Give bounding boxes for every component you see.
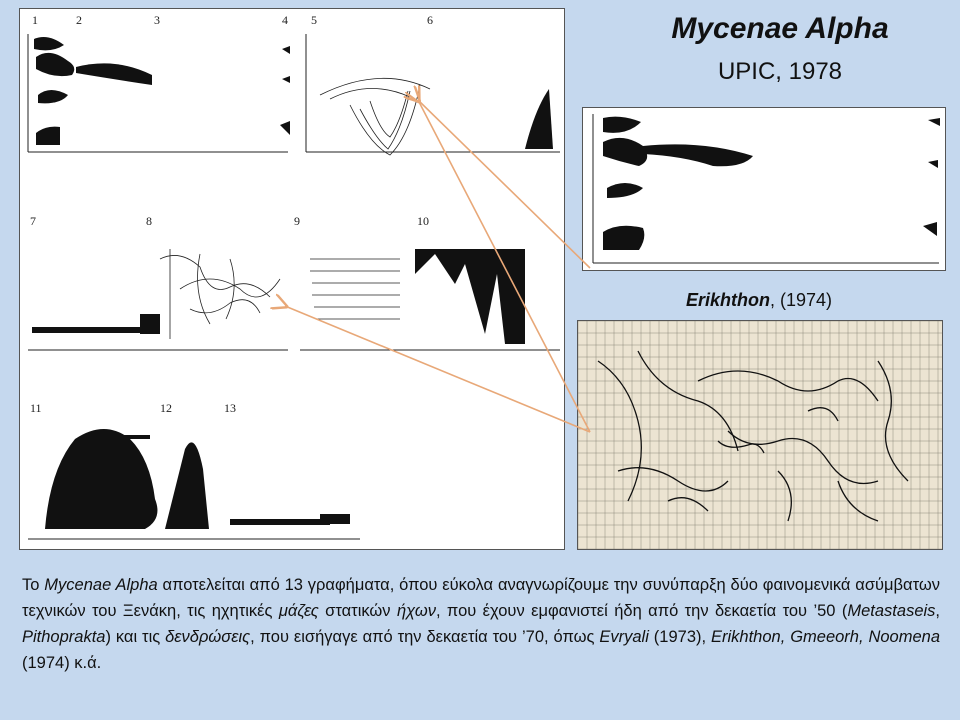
score-number: 7 xyxy=(30,214,36,228)
paragraph-run: ήχων xyxy=(396,602,436,620)
paragraph-run: ) και τις xyxy=(105,628,166,646)
score-number: 11 xyxy=(30,401,42,415)
score-detail-image xyxy=(582,107,946,271)
paragraph-run: Το xyxy=(22,576,45,594)
score-number: 12 xyxy=(160,401,172,415)
score-number: 8 xyxy=(146,214,152,228)
paragraph-run: μάζες xyxy=(278,602,319,620)
paragraph-run: δενδρώσεις xyxy=(165,628,251,646)
mycenae-alpha-score-image xyxy=(19,8,565,550)
paragraph-run: αποτελείται από 13 γραφήματα, όπου εύκολα αναγνωρίζουμε την συνύπαρξη δύο φαινομενικά ασύμβατων τεχνικών του Ξενάκη, τις ηχητικές xyxy=(22,576,941,620)
paragraph-run: , που έχουν εμφανιστεί ήδη από την δεκαετία του ’50 ( xyxy=(435,602,848,620)
slide-subtitle: UPIC, 1978 xyxy=(717,58,843,85)
erikhthon-caption xyxy=(577,290,941,311)
paragraph-run: Erikhthon, Gmeeorh, Noomena xyxy=(710,628,941,646)
erikhthon-name: Erikhthon xyxy=(685,290,770,310)
paragraph-run: , που εισήγαγε από την δεκαετία του ’70, όπως xyxy=(250,628,600,646)
erikhthon-year: , (1974) xyxy=(769,290,833,310)
paragraph-run: , xyxy=(935,602,941,620)
paragraph-run: (1973), xyxy=(648,628,711,646)
score-number: 2 xyxy=(76,13,82,27)
score-number: 10 xyxy=(417,214,429,228)
paragraph-run: Evryali xyxy=(599,628,649,646)
paragraph-run: Pithoprakta xyxy=(22,628,106,646)
paragraph-run: Metastaseis xyxy=(847,602,936,620)
score-number: 6 xyxy=(427,13,433,27)
score-number: 1 xyxy=(32,13,38,27)
score-number: 13 xyxy=(224,401,236,415)
score-number: 9 xyxy=(294,214,300,228)
score-number: 4 xyxy=(282,13,288,27)
paragraph-run: (1974) κ.ά. xyxy=(22,654,102,672)
paragraph-run: Mycenae Alpha xyxy=(44,576,158,594)
description-paragraph xyxy=(22,572,940,676)
score-number: 5 xyxy=(311,13,317,27)
slide-title: Mycenae Alpha xyxy=(671,12,889,45)
score-number: 3 xyxy=(154,13,160,27)
erikhthon-score-image xyxy=(577,320,943,550)
paragraph-run: στατικών xyxy=(318,602,397,620)
